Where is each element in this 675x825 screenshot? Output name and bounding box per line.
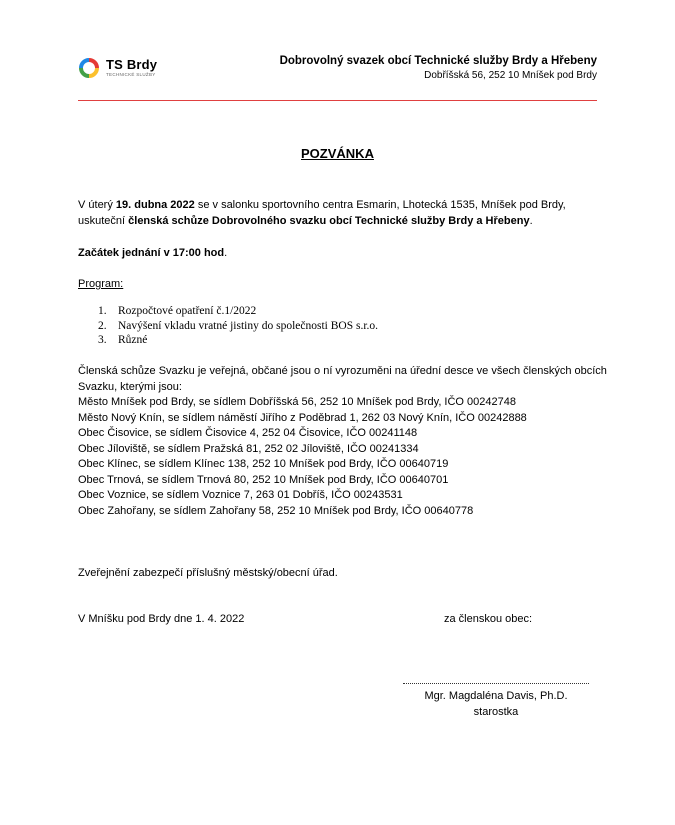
intro-text-1: V úterý [78, 199, 116, 211]
member-item: Město Mníšek pod Brdy, se sídlem Dobříšská 56, 252 10 Mníšek pod Brdy, IČO 00242748 [78, 396, 516, 408]
program-item-text: Rozpočtové opatření č.1/2022 [118, 305, 257, 317]
member-item: Město Nový Knín, se sídlem náměstí Jiřího z Poděbrad 1, 262 03 Nový Knín, IČO 00242888 [78, 411, 527, 424]
header-divider [78, 100, 597, 101]
program-item-number: 1. [98, 305, 107, 317]
program-list [98, 304, 378, 348]
intro-paragraph [78, 197, 608, 229]
members-intro: Členská schůze Svazku je veřejná, občané jsou o ní vyrozuměni na úřední desce ve všech členských obcích Svazku, kterými jsou: [78, 365, 607, 393]
member-item: Obec Čisovice, se sídlem Čisovice 4, 252 04 Čisovice, IČO 00241148 [78, 427, 418, 439]
logo-brand-text: TS Brdy [106, 57, 158, 73]
signer-name: Mgr. Magdaléna Davis, Ph.D. [424, 690, 568, 702]
intro-text-3: . [529, 215, 533, 227]
org-address: Dobříšská 56, 252 10 Mníšek pod Brdy [424, 70, 597, 81]
start-time-end: . [224, 247, 228, 259]
org-logo [78, 57, 157, 79]
member-item: Obec Trnová, se sídlem Trnová 80, 252 10 Mníšek pod Brdy, IČO 00640701 [78, 473, 449, 486]
members-section [78, 364, 608, 519]
member-item: Obec Voznice, se sídlem Voznice 7, 263 01 Dobříš, IČO 00243531 [78, 489, 403, 501]
document-title: POZVÁNKA [301, 146, 374, 161]
member-item: Obec Klínec, se sídlem Klínec 138, 252 10 Mníšek pod Brdy, IČO 00640719 [78, 458, 449, 470]
member-item: Obec Jíloviště, se sídlem Pražská 81, 252 02 Jíloviště, IČO 00241334 [78, 442, 419, 455]
intro-text-2: se v salonku sportovního centra Esmarin, Lhotecká 1535, Mníšek pod Brdy, uskuteční [78, 199, 566, 227]
program-label: Program: [78, 278, 124, 290]
org-name: Dobrovolný svazek obcí Technické služby Brdy a Hřebeny [279, 55, 597, 67]
signer-role: starostka [473, 706, 519, 718]
org-header [280, 55, 597, 81]
start-time [78, 245, 608, 261]
program-item-number: 2. [98, 319, 107, 332]
member-item: Obec Zahořany, se sídlem Zahořany 58, 252 10 Mníšek pod Brdy, IČO 00640778 [78, 504, 474, 517]
logo-ring-icon [78, 57, 100, 79]
signer-block [403, 688, 589, 720]
program-item-number: 3. [98, 334, 107, 346]
program-item [98, 333, 378, 348]
meeting-name: členská schůze Dobrovolného svazku obcí Technické služby Brdy a Hřebeny [128, 215, 530, 227]
program-item-text: Navýšení vkladu vratné jistiny do společnosti BOS s.r.o. [118, 319, 379, 332]
program-item-text: Různé [118, 334, 148, 346]
place-date: V Mníšku pod Brdy dne 1. 4. 2022 [78, 613, 245, 625]
logo-subtext: TECHNICKÉ SLUŽBY [106, 72, 156, 78]
signature-line [403, 683, 589, 684]
meeting-date: 19. dubna 2022 [115, 199, 195, 211]
start-time-text: Začátek jednání v 17:00 hod [78, 247, 225, 259]
program-item [98, 319, 378, 334]
publish-note: Zveřejnění zabezpečí příslušný městský/obecní úřad. [78, 567, 338, 579]
program-item [98, 304, 378, 319]
for-member-label: za členskou obec: [444, 613, 533, 625]
